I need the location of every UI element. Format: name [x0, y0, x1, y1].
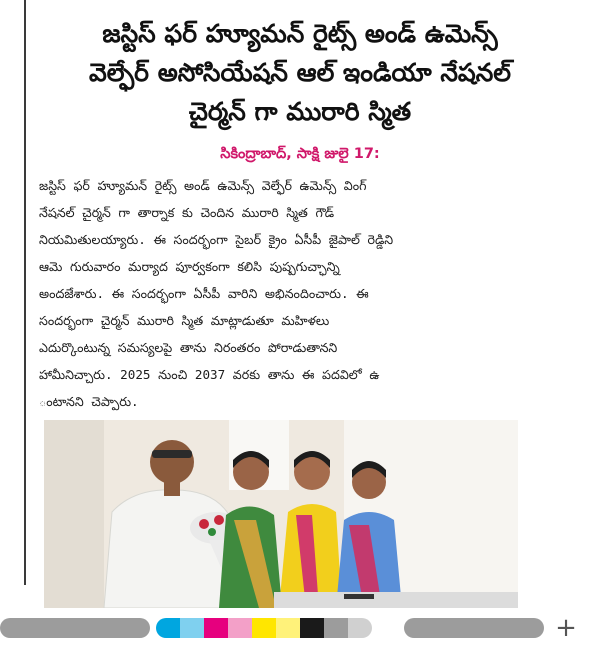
news-photo — [44, 420, 518, 608]
registration-swatch — [404, 618, 544, 638]
registration-swatch — [324, 618, 348, 638]
registration-swatch — [180, 618, 204, 638]
plus-icon: + — [555, 613, 577, 643]
body-line: నేషనల్ చైర్మన్ గా తార్నాక కు చెందిన మురారి స్మిత గౌడ్ — [39, 205, 335, 220]
body-line: ంటానని చెప్పారు. — [39, 394, 139, 409]
dateline: సికింద్రాబాద్, సాక్షి జులై 17: — [220, 146, 380, 162]
headline-line: చైర్మన్ గా మురారి స్మిత — [188, 97, 412, 126]
registration-swatch — [0, 618, 150, 638]
body-line: జస్టిస్ ఫర్ హ్యూమన్ రైట్స్ అండ్ ఉమెన్స్ వెల్ఫేర్ ఉమెన్స్ వింగ్ — [39, 178, 367, 193]
body-line: హామీనిచ్చారు. 2025 నుంచి 2037 వరకు తాను ఈ పదవిలో ఉ — [39, 367, 380, 382]
registration-swatch — [348, 618, 372, 638]
article-body — [39, 172, 539, 415]
body-line: నియమితులయ్యారు. ఈ సందర్భంగా సైబర్ క్రైం ఏసీపీ జైపాల్ రెడ్డిని — [39, 232, 394, 247]
body-line: ఆమె గురువారం మర్యాద పూర్వకంగా కలిసి పుష్పగుచ్ఛాన్ని — [39, 259, 340, 274]
headline-line: జస్టిస్ ఫర్ హ్యూమన్ రైట్స్ అండ్ ఉమెన్స్ — [102, 19, 498, 48]
body-line: సందర్భంగా చైర్మన్ మురారి స్మిత మాట్లాడుతూ మహిళలు — [39, 313, 330, 328]
body-line: అందజేశారు. ఈ సందర్భంగా ఏసీపీ వారిని అభినందించారు. ఈ — [39, 286, 369, 301]
body-line: ఎదుర్కొంటున్న సమస్యలపై తాను నిరంతరం పోరాడుతానని — [39, 340, 338, 355]
registration-swatch — [156, 618, 180, 638]
headline — [40, 14, 560, 131]
registration-bar — [0, 614, 601, 642]
headline-line: వెల్ఫేర్ అసోసియేషన్ ఆల్ ఇండియా నేషనల్ — [89, 58, 511, 87]
registration-swatch — [300, 618, 324, 638]
registration-swatch — [228, 618, 252, 638]
registration-swatch — [204, 618, 228, 638]
registration-swatch — [276, 618, 300, 638]
registration-swatch — [252, 618, 276, 638]
column-rule — [24, 0, 26, 585]
